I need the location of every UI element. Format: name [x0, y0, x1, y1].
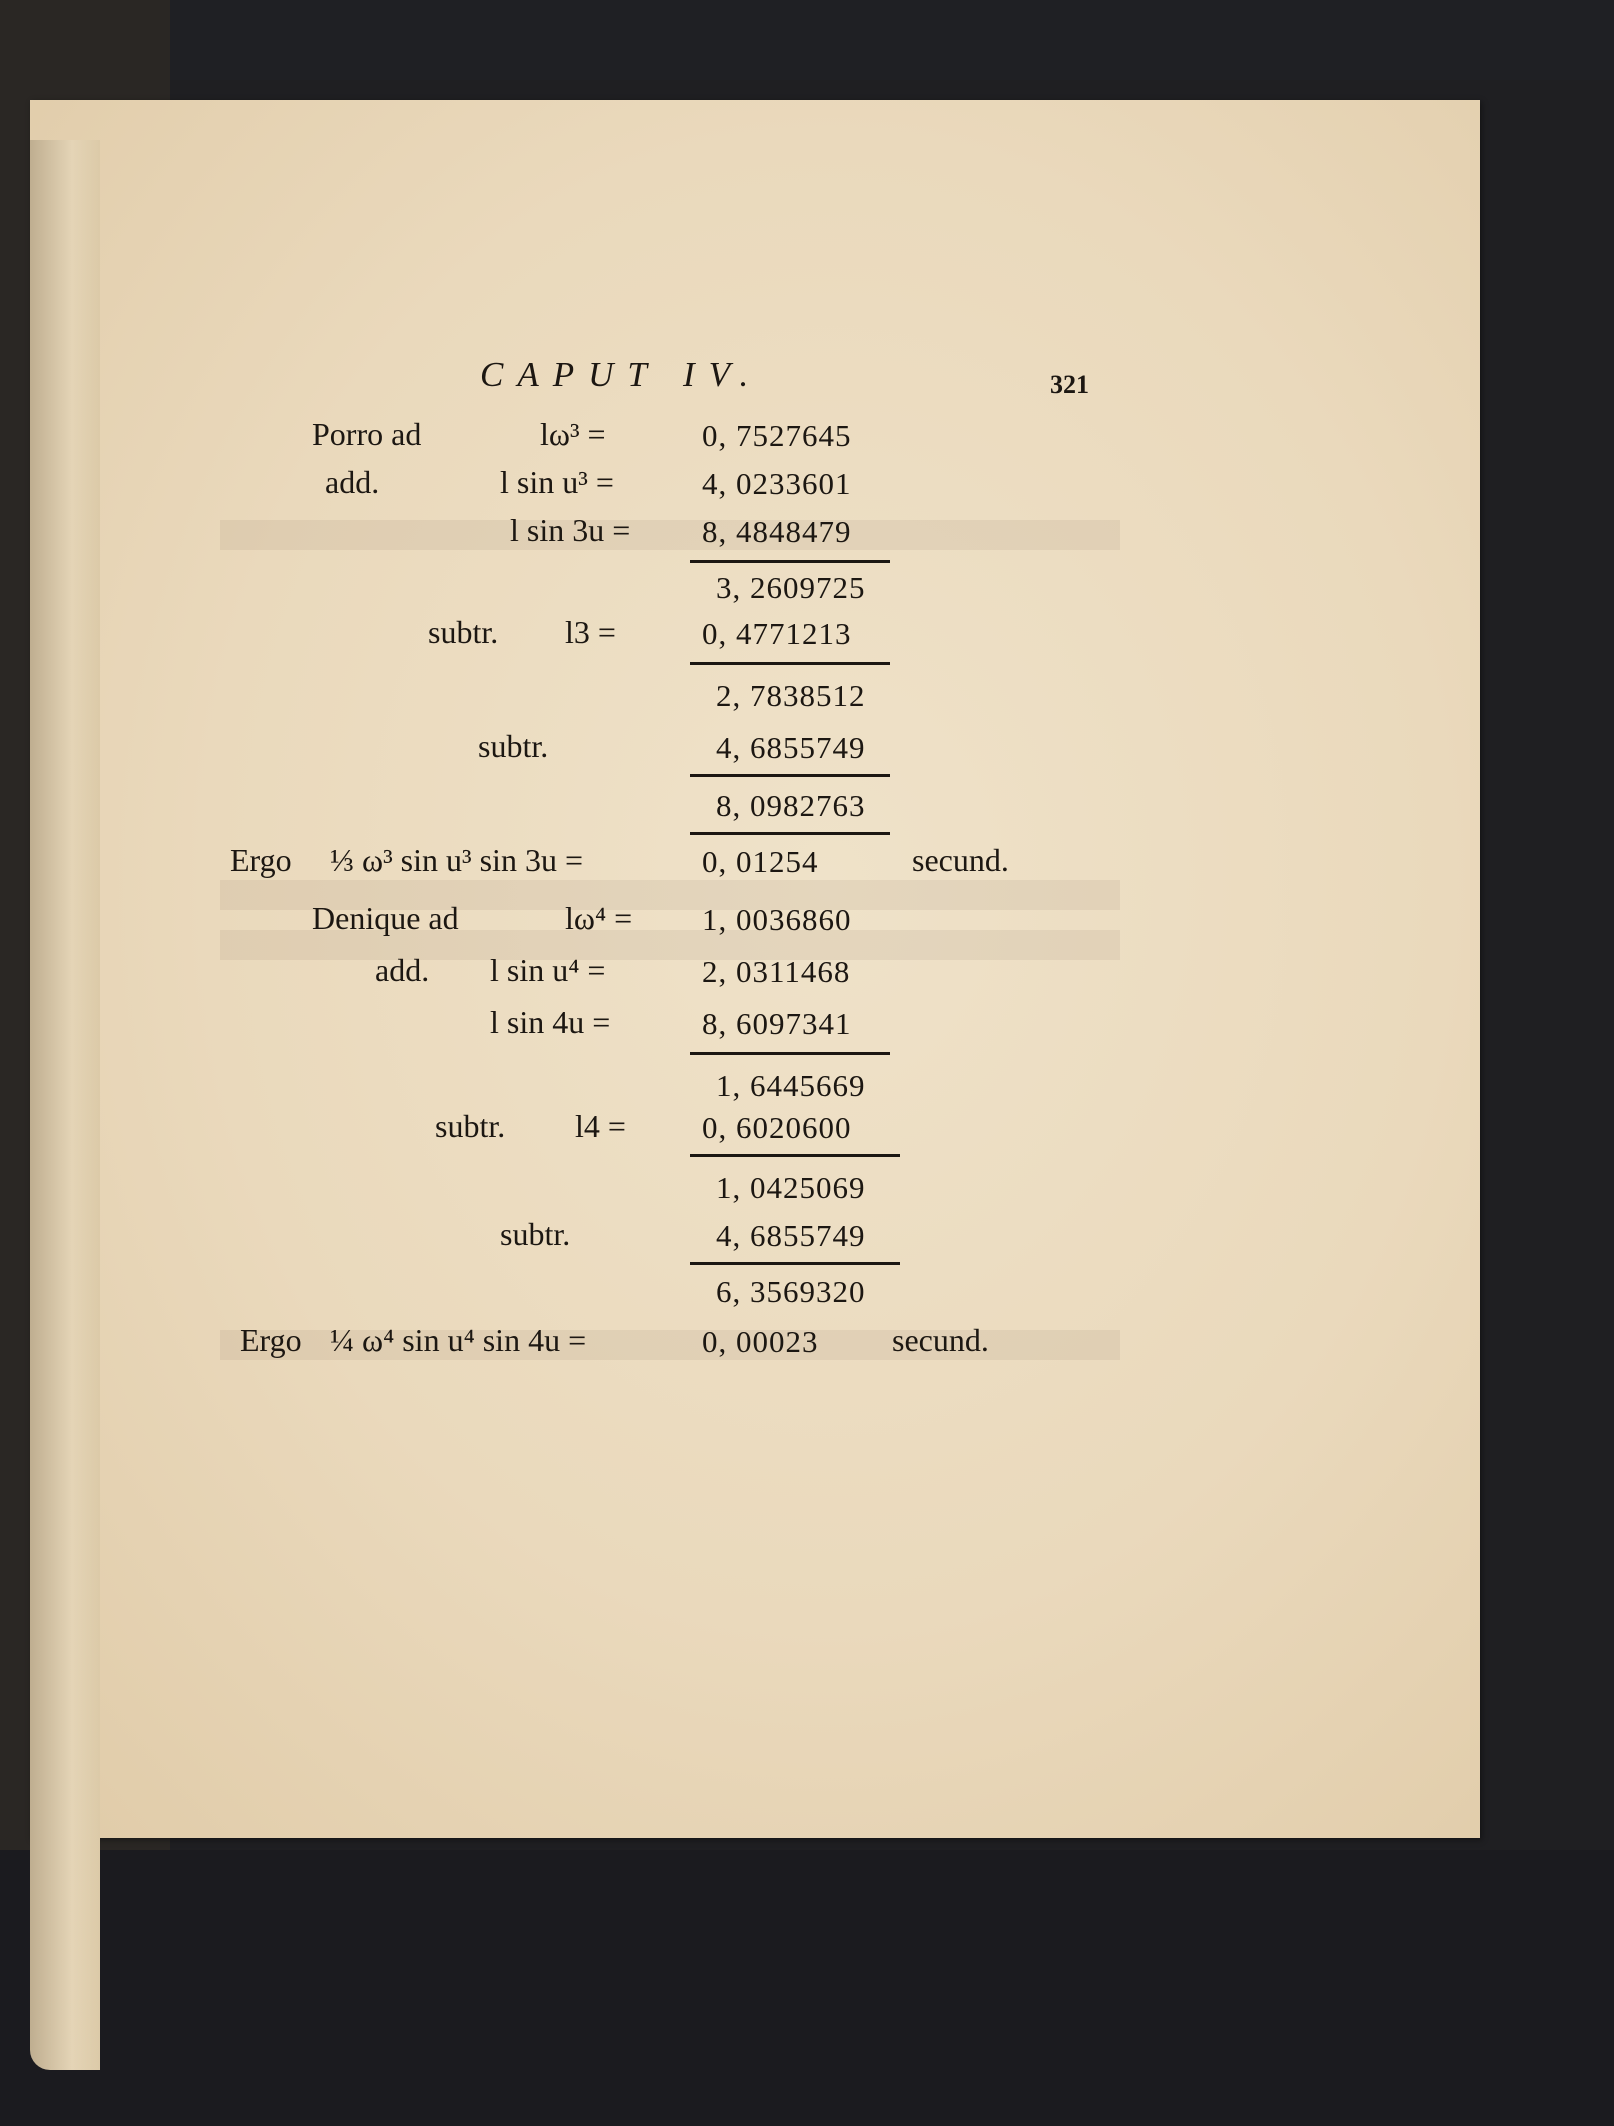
book-page: [30, 100, 1480, 1838]
row-value: 4, 6855749: [716, 730, 866, 765]
row-value: 8, 4848479: [702, 514, 852, 549]
row-value: 4, 0233601: [702, 466, 852, 501]
row-label: Ergo: [240, 1322, 302, 1358]
row-label: add.: [325, 464, 380, 500]
row-value: 6, 3569320: [716, 1274, 866, 1309]
sum-rule: [690, 1262, 900, 1265]
row-label: add.: [375, 952, 430, 988]
row-expression: lω³ =: [540, 416, 606, 452]
row-value: 1, 6445669: [716, 1068, 866, 1103]
row-label: Porro ad: [312, 416, 422, 452]
row-expression: l3 =: [565, 614, 616, 650]
row-value: 1, 0036860: [702, 902, 852, 937]
row-value: 0, 7527645: [702, 418, 852, 453]
page-number: 321: [1050, 370, 1089, 399]
row-label: subtr.: [500, 1216, 571, 1252]
bleed-through: [220, 520, 1120, 550]
row-value: 2, 0311468: [702, 954, 851, 989]
row-expression: l sin 3u =: [510, 512, 631, 548]
running-head: CAPUT IV.: [480, 355, 763, 394]
sum-rule: [690, 560, 890, 563]
row-value: 0, 01254: [702, 844, 819, 879]
row-expression: lω⁴ =: [565, 900, 633, 936]
row-value: 1, 0425069: [716, 1170, 866, 1205]
row-label: subtr.: [435, 1108, 506, 1144]
row-label: Ergo: [230, 842, 292, 878]
row-expression: l sin u⁴ =: [490, 952, 606, 988]
row-label: Denique ad: [312, 900, 459, 936]
row-value: 4, 6855749: [716, 1218, 866, 1253]
dark-background-top: [0, 0, 1614, 80]
row-expression: l4 =: [575, 1108, 626, 1144]
row-label: subtr.: [478, 728, 549, 764]
row-value: 0, 6020600: [702, 1110, 852, 1145]
row-value: 8, 6097341: [702, 1006, 852, 1041]
dark-background-bottom: [0, 1850, 1614, 2126]
sum-rule: [690, 1052, 890, 1055]
row-value: 2, 7838512: [716, 678, 866, 713]
sum-rule: [690, 832, 890, 835]
row-unit: secund.: [892, 1322, 989, 1358]
sum-rule: [690, 1154, 900, 1157]
row-value: 0, 4771213: [702, 616, 852, 651]
row-value: 8, 0982763: [716, 788, 866, 823]
row-label: subtr.: [428, 614, 499, 650]
sum-rule: [690, 774, 890, 777]
row-expression: ¼ ω⁴ sin u⁴ sin 4u =: [330, 1322, 587, 1358]
row-value: 3, 2609725: [716, 570, 866, 605]
row-expression: l sin u³ =: [500, 464, 614, 500]
sum-rule: [690, 662, 890, 665]
row-expression: ⅓ ω³ sin u³ sin 3u =: [330, 842, 583, 878]
row-unit: secund.: [912, 842, 1009, 878]
row-value: 0, 00023: [702, 1324, 819, 1359]
page-gutter: [30, 140, 100, 2070]
row-expression: l sin 4u =: [490, 1004, 611, 1040]
